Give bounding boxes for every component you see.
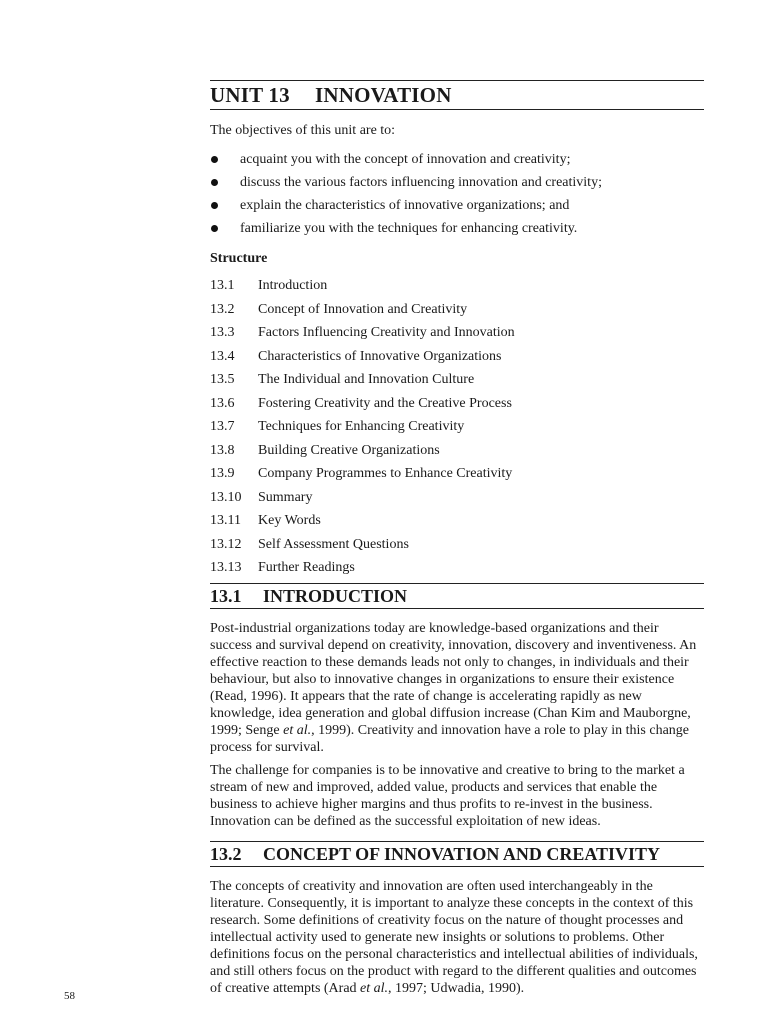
section-heading-concept xyxy=(210,841,704,867)
structure-item-number: 13.10 xyxy=(210,489,242,505)
structure-item-number: 13.12 xyxy=(210,536,242,552)
structure-item-label: Factors Influencing Creativity and Innovation xyxy=(258,325,515,340)
objective-item xyxy=(210,197,704,215)
structure-item-label: Characteristics of Innovative Organizations xyxy=(258,348,502,364)
structure-item-label: Introduction xyxy=(258,278,328,293)
section-title: CONCEPT OF INNOVATION AND CREATIVITY xyxy=(263,843,661,864)
objective-item xyxy=(210,151,704,169)
bullet-icon xyxy=(211,225,218,232)
objective-item xyxy=(210,174,704,192)
page-content xyxy=(210,80,704,997)
paragraph-text: The challenge for companies is to be innovative and creative to bring to the market a stream of new and improved, added value, products and services that enable the business to achieve higher margins and thus profits to re-invest in the business. Innovation can be defined as the successful exploitation of new ideas. xyxy=(210,762,685,829)
objective-item xyxy=(210,220,704,238)
structure-item-number: 13.5 xyxy=(210,372,235,387)
unit-title: INNOVATION xyxy=(315,83,452,107)
structure-item-number: 13.6 xyxy=(210,395,235,411)
structure-item-label: Summary xyxy=(258,489,313,505)
structure-item xyxy=(210,395,704,419)
structure-item-number: 13.4 xyxy=(210,348,235,364)
structure-item xyxy=(210,324,704,348)
objective-text: explain the characteristics of innovative organizations; and xyxy=(240,198,570,213)
structure-item xyxy=(210,536,704,560)
section-heading-introduction xyxy=(210,583,704,609)
paragraph-text: The concepts of creativity and innovation are often used interchangeably in the literature. Consequently, it is important to analyze these concepts in the context of this research. Some definitions of creativity focus on the nature of thought processes and intellectual activity used to generate new insights or solutions to problems. Other definitions focus on the personal characteristics and intellectual abilities of individuals, and still others focus on the product with regard to the different qualities and outcomes of creative attempts (Arad xyxy=(210,878,698,996)
structure-item-number: 13.9 xyxy=(210,466,235,481)
unit-heading xyxy=(210,80,704,110)
structure-item xyxy=(210,301,704,325)
bullet-icon xyxy=(211,202,218,209)
structure-item-label: The Individual and Innovation Culture xyxy=(258,372,475,387)
page-number: 58 xyxy=(64,990,75,1002)
body-paragraph xyxy=(210,878,704,997)
objective-text: discuss the various factors influencing innovation and creativity; xyxy=(240,175,602,190)
objectives-list xyxy=(210,151,704,238)
structure-item-label: Fostering Creativity and the Creative Process xyxy=(258,395,512,411)
paragraph-emphasis: et al. xyxy=(283,722,312,738)
section-number: 13.2 xyxy=(210,843,242,864)
structure-item xyxy=(210,465,704,489)
structure-title: Structure xyxy=(210,251,268,266)
structure-item-number: 13.3 xyxy=(210,325,235,340)
structure-item xyxy=(210,442,704,466)
objective-text: familiarize you with the techniques for enhancing creativity. xyxy=(240,221,578,236)
structure-item-number: 13.2 xyxy=(210,301,235,317)
structure-item xyxy=(210,277,704,301)
section-title: INTRODUCTION xyxy=(263,585,408,606)
structure-item-number: 13.8 xyxy=(210,442,235,458)
structure-list xyxy=(210,277,704,583)
structure-item-label: Company Programmes to Enhance Creativity xyxy=(258,466,513,481)
objectives-intro: The objectives of this unit are to: xyxy=(210,123,396,138)
structure-item xyxy=(210,418,704,442)
structure-item xyxy=(210,348,704,372)
bullet-icon xyxy=(211,156,218,163)
objective-text: acquaint you with the concept of innovation and creativity; xyxy=(240,152,571,167)
paragraph-text: , 1999). Creativity and innovation have a role to play in this change process for survival. xyxy=(210,722,690,755)
structure-item-label: Key Words xyxy=(258,513,321,528)
paragraph-text: Post-industrial organizations today are knowledge-based organizations and their success and survival depend on creativity, innovation, discovery and inventiveness. An effective reaction to these demands leads not only to changes, in individuals and their behaviour, but also to innovative changes in organizations to ensure their existence (Read, 1996). It appears that the rate of change is accelerating rapidly as new knowledge, idea generation and global diffusion increase (Chan Kim and Mauborgne, 1999; Senge xyxy=(210,620,697,738)
structure-item xyxy=(210,559,704,583)
structure-item-number: 13.7 xyxy=(210,419,235,434)
section-number: 13.1 xyxy=(210,585,242,606)
structure-item xyxy=(210,371,704,395)
structure-item xyxy=(210,489,704,513)
structure-item-number: 13.1 xyxy=(210,278,235,293)
structure-item-label: Techniques for Enhancing Creativity xyxy=(258,419,465,434)
structure-item-label: Self Assessment Questions xyxy=(258,536,409,552)
structure-item xyxy=(210,512,704,536)
structure-item-number: 13.11 xyxy=(210,513,241,528)
structure-item-number: 13.13 xyxy=(210,560,242,575)
body-paragraph xyxy=(210,620,704,756)
bullet-icon xyxy=(211,179,218,186)
structure-item-label: Further Readings xyxy=(258,560,355,575)
paragraph-text: , 1997; Udwadia, 1990). xyxy=(388,980,525,996)
unit-number: UNIT 13 xyxy=(210,83,290,107)
paragraph-emphasis: et al. xyxy=(360,980,389,996)
body-paragraph xyxy=(210,762,704,830)
structure-item-label: Concept of Innovation and Creativity xyxy=(258,301,468,317)
structure-item-label: Building Creative Organizations xyxy=(258,442,440,458)
